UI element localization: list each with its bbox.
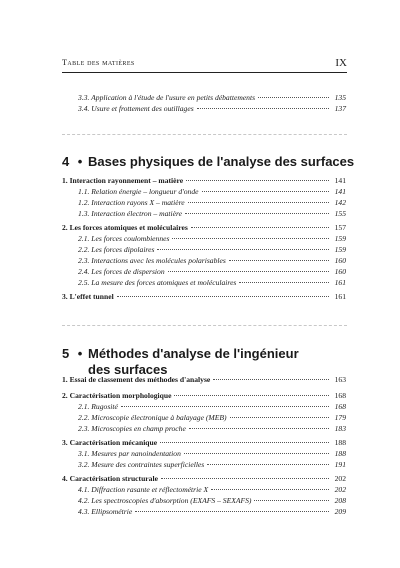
toc-section-label: 3. Caractérisation mécanique [62,438,158,447]
toc-entry-label: 3.3. Application à l'étude de l'usure en petits débattements [78,93,256,102]
toc-entry-label: 3.1. Mesures par nanoindentation [78,449,181,458]
toc-entry-page: 155 [334,209,346,218]
toc-entry [78,256,346,267]
toc-section [62,391,346,402]
toc-entry-label: 2.1. Les forces coulombiennes [78,234,170,243]
header-title: Table des matières [62,58,135,67]
dot-leader [202,191,330,192]
toc-entry-page: 135 [334,93,346,102]
chapter-title-text: Méthodes d'analyse de l'ingénieur [88,346,299,361]
dot-leader [174,395,329,396]
dot-leader [160,442,329,443]
toc-entry [78,234,346,245]
chapter-bullet: • [77,154,83,169]
toc-entry [78,485,346,496]
dot-leader [230,417,329,418]
toc-section-label: 2. Caractérisation morphologique [62,391,172,400]
toc-section-page: 163 [334,375,346,384]
dot-leader [213,379,329,380]
toc-section-label: 1. Essai de classement des méthodes d'analyse [62,375,211,384]
toc-section [62,176,346,187]
toc-entry-page: 179 [334,413,346,422]
chapter-number: 5 [62,346,70,361]
chapter-separator [62,134,347,135]
toc-section [62,292,346,303]
toc-entry-label: 2.5. La mesure des forces atomiques et moléculaires [78,278,237,287]
dot-leader [186,180,329,181]
toc-entry-page: 142 [334,198,346,207]
toc-entry [78,449,346,460]
toc-section-page: 188 [334,438,346,447]
dot-leader [191,227,329,228]
toc-entry-label: 3.4. Usure et frottement des outillages [78,104,194,113]
toc-entry [78,245,346,256]
chapter-5-title [62,346,299,378]
toc-section-page: 157 [334,223,346,232]
toc-entry [78,187,346,198]
dot-leader [254,500,329,501]
dot-leader [184,453,329,454]
dot-leader [197,108,329,109]
toc-entry [78,507,346,518]
toc-entry [78,209,346,220]
toc-section [62,438,346,449]
toc-entry-page: 160 [334,267,346,276]
toc-entry-page: 209 [334,507,346,516]
chapter-separator [62,325,347,326]
dot-leader [135,511,329,512]
toc-entry [78,278,346,289]
dot-leader [117,296,329,297]
toc-entry-page: 168 [334,402,346,411]
toc-entry [78,93,346,104]
chapter-number: 4 [62,154,70,169]
toc-entry-label: 2.2. Les forces dipolaires [78,245,155,254]
dot-leader [121,406,329,407]
toc-entry-page: 141 [334,187,346,196]
dot-leader [229,260,329,261]
dot-leader [211,489,329,490]
chapter-title-text-line2: des surfaces [88,362,168,377]
toc-entry-page: 160 [334,256,346,265]
toc-section-page: 168 [334,391,346,400]
toc-entry-page: 188 [334,449,346,458]
toc-section-label: 4. Caractérisation structurale [62,474,158,483]
dot-leader [207,464,329,465]
toc-entry-label: 4.2. Les spectroscopies d'absorption (EXAFS – SEXAFS) [78,496,252,505]
toc-entry-page: 183 [334,424,346,433]
toc-entry [78,413,346,424]
toc-entry-label: 4.1. Diffraction rasante et réflectométrie X [78,485,209,494]
toc-entry [78,460,346,471]
toc-entry-label: 1.3. Interaction électron – matière [78,209,183,218]
dot-leader [239,282,329,283]
toc-entry-page: 191 [334,460,346,469]
toc-entry [78,104,346,115]
toc-entry-page: 161 [334,278,346,287]
chapter-bullet: • [77,346,83,361]
dot-leader [258,97,329,98]
toc-entry [78,496,346,507]
dot-leader [172,238,329,239]
toc-entry-label: 2.4. Les forces de dispersion [78,267,165,276]
toc-entry-label: 1.1. Relation énergie – longueur d'onde [78,187,199,196]
toc-entry-label: 2.2. Microscopie électronique à balayage (MEB) [78,413,227,422]
dot-leader [185,213,329,214]
toc-entry-label: 2.3. Microscopies en champ proche [78,424,186,433]
toc-entry [78,198,346,209]
header-page-number: IX [335,57,347,69]
toc-section-page: 202 [334,474,346,483]
toc-section-label: 2. Les forces atomiques et moléculaires [62,223,188,232]
toc-entry-label: 2.3. Interactions avec les molécules polarisables [78,256,226,265]
toc-entry [78,267,346,278]
toc-entry-page: 159 [334,245,346,254]
chapter-title-text: Bases physiques de l'analyse des surfaces [88,154,355,169]
toc-entry-label: 2.1. Rugosité [78,402,118,411]
toc-entry-page: 202 [334,485,346,494]
dot-leader [168,271,329,272]
toc-section [62,223,346,234]
toc-entry-label: 3.2. Mesure des contraintes superficielles [78,460,205,469]
toc-section-label: 1. Interaction rayonnement – matière [62,176,184,185]
toc-entry-page: 159 [334,234,346,243]
toc-entry-page: 137 [334,104,346,113]
toc-section-label: 3. L'effet tunnel [62,292,114,301]
toc-entry [78,424,346,435]
toc-entry-page: 208 [334,496,346,505]
running-header [62,58,347,73]
chapter-4-title [62,154,354,170]
dot-leader [189,428,329,429]
toc-section [62,474,346,485]
dot-leader [188,202,329,203]
toc-section-page: 141 [334,176,346,185]
dot-leader [157,249,329,250]
toc-entry-label: 4.3. Ellipsométrie [78,507,133,516]
dot-leader [161,478,329,479]
toc-section-page: 161 [334,292,346,301]
toc-entry [78,402,346,413]
toc-entry-label: 1.2. Interaction rayons X – matière [78,198,185,207]
toc-section [62,375,346,386]
